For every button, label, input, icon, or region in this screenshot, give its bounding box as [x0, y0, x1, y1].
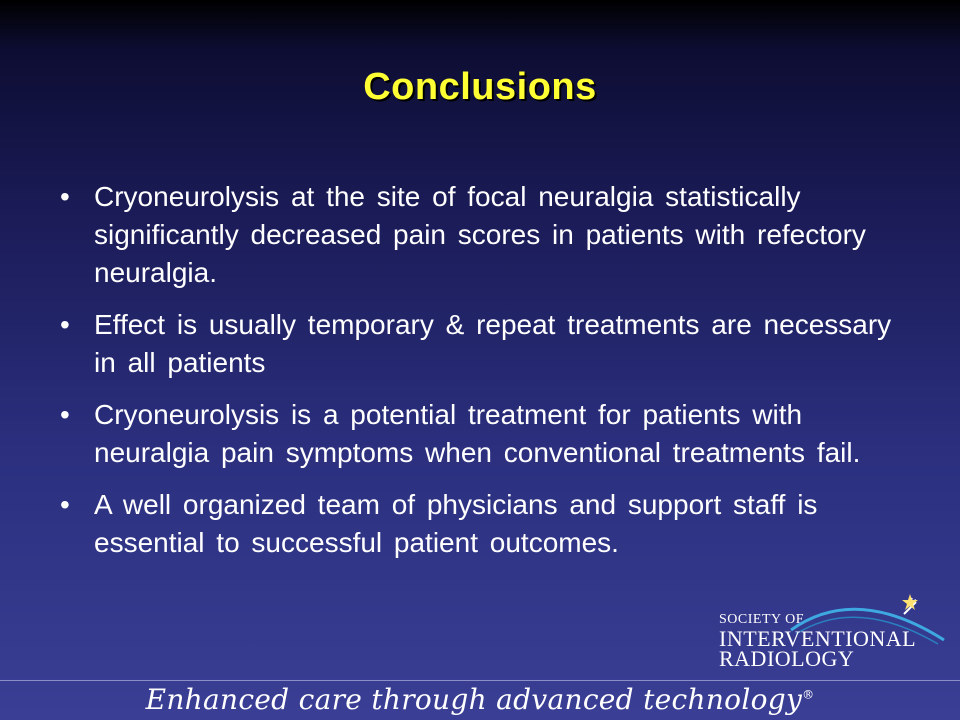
- footer-tagline: [0, 683, 960, 716]
- bullet-item: [60, 306, 910, 382]
- bullet-point-icon: •: [60, 399, 70, 430]
- bullet-text: A well organized team of physicians and support staff is essential to successful patient outcomes.: [94, 489, 818, 558]
- bullet-item: [60, 396, 910, 472]
- logo-line-3: RADIOLOGY: [719, 646, 855, 671]
- tagline-text: Enhanced care through advanced technology: [145, 683, 803, 716]
- bullet-point-icon: •: [60, 309, 70, 340]
- logo-line-2: INTERVENTIONAL: [719, 626, 917, 651]
- bullet-item: [60, 486, 910, 562]
- sir-logo: [716, 590, 946, 672]
- footer-divider: [0, 680, 960, 681]
- registered-mark: ®: [802, 687, 815, 702]
- bullet-text: Cryoneurolysis is a potential treatment for patients with neuralgia pain symptoms when conventional treatments fail.: [94, 399, 861, 468]
- logo-line-1: SOCIETY OF: [719, 612, 804, 627]
- slide-title: Conclusions: [363, 66, 597, 108]
- bullet-text: Effect is usually temporary & repeat treatments are necessary in all patients: [94, 309, 892, 378]
- bullet-point-icon: •: [60, 181, 70, 212]
- bullet-item: [60, 178, 910, 292]
- bullet-list: [60, 178, 910, 576]
- bullet-point-icon: •: [60, 489, 70, 520]
- bullet-text: Cryoneurolysis at the site of focal neuralgia statistically significantly decreased pain scores in patients with refectory neuralgia.: [94, 181, 866, 288]
